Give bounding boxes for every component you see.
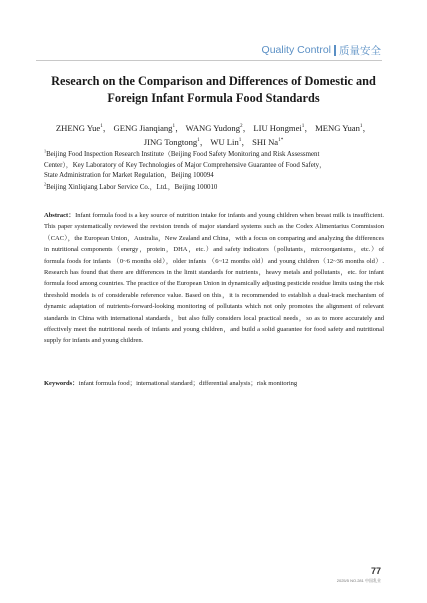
author-affiliation-mark: 1: [301, 123, 305, 130]
author-name: ZHENG Yue: [55, 123, 101, 133]
affiliation-line: $^1$Beijing Food Inspection Research Institute（Beijing Food Safety Monitoring and Risk Assessment: [44, 148, 320, 158]
author-affiliation-mark: 1: [359, 123, 363, 130]
section-divider-bar: [334, 45, 336, 56]
title-line-2: Foreign Infant Formula Food Standards: [107, 91, 320, 105]
paper-title: [40, 73, 387, 107]
author-affiliation-mark: 1: [238, 136, 242, 143]
title-line-1: Research on the Comparison and Differences of Domestic and: [51, 74, 376, 88]
keywords-text: infant formula food；international standard；differential analysis；risk monitoring: [78, 380, 298, 387]
affiliation-mark: 1: [44, 148, 47, 154]
author-name: GENG Jianqiang: [113, 123, 173, 133]
affiliation-line: $^2$Beijing Xinliqiang Labor Service Co.，Ltd.，Beijing 100010: [44, 181, 218, 191]
keywords-label: Keywords：: [44, 380, 79, 387]
author-affiliation-mark: 1: [100, 123, 103, 130]
abstract-label: Abstract：: [44, 212, 76, 219]
authors-line-1: ZHENG Yue$^1$， GENG Jianqiang$^1$， WANG Yudong$^2$， LIU Hongmei$^1$， MENG Yuan$^1$，: [55, 123, 372, 133]
section-label-en: Quality Control: [261, 44, 331, 56]
author-list: [40, 122, 387, 149]
section-label-cn: 质量安全: [339, 44, 381, 57]
author-name: JING Tongtong: [143, 136, 198, 147]
author-affiliation-mark: 2: [240, 123, 243, 130]
authors-line-2: JING Tongtong$^1$， WU Lin$^1$， SHI $Na^{1*}$: [143, 136, 284, 147]
abstract-text: Infant formula food is a key source of nutrition intake for infants and young children when breast milk is insufficient. This paper systematically reviewed the revision trends of major standard systems such as the Codex Alimentarius Commission（CAC），the European Union，Australia，New Zealand and China，with a focus on comparing and analyzing the differences in nutritional components（energy，protein，DHA，etc.）and safety indicators（pollutants，microorganisms，etc.）of formula foods for infants （0~6 months old），older infants （6~12 months old）and young children（12~36 months old）. Research has found that there are differences in the limit standards for nutrients，heavy metals and pollutants，etc. for infant formula food among countries. The practice of the European Union in dynamically adjusting pesticide residue limits using the risk threshold models is of considerable reference value. Based on this，it is recommended to establish a dual-track mechanism of dynamic adaptation of nutrients-forward-looking monitoring of pollutants which not only promotes the alignment of relevant standards in China with international standards，but also fully considers local practical needs，so as to more accurately and effectively meet the nutritional needs of infants and young children，and build a solid guarantee for food safety and nutritional supply for infants and young children.: [44, 212, 384, 345]
author-affiliation-mark: 1: [197, 136, 200, 143]
affiliation-mark: 2: [44, 181, 47, 187]
author-name: MENG Yuan: [315, 123, 360, 133]
keywords-section: [44, 378, 384, 389]
abstract-paragraph: [44, 210, 384, 347]
author-affiliation-mark: 1: [172, 123, 176, 130]
journal-footer-note: 2025/5 NO.281 中国乳业: [336, 578, 381, 583]
section-header: [262, 43, 381, 57]
author-name: WANG Yudong: [185, 123, 240, 133]
page-number: 77: [370, 566, 381, 576]
affiliation-2: [44, 183, 389, 194]
header-rule: [36, 60, 382, 61]
author-name: LIU Hongmei: [253, 123, 302, 133]
affiliation-1: [44, 150, 389, 182]
affiliation-line: Center），Key Laboratory of Key Technologies of Major Comprehensive Guarantee of Food Safety，: [44, 161, 327, 169]
abstract-section: [44, 210, 384, 347]
author-affiliation-mark: 1*: [278, 136, 284, 143]
author-name: SHI Na: [252, 136, 279, 147]
affiliation-line: State Administration for Market Regulation，Beijing 100094: [44, 172, 214, 179]
author-name: WU Lin: [210, 136, 239, 147]
